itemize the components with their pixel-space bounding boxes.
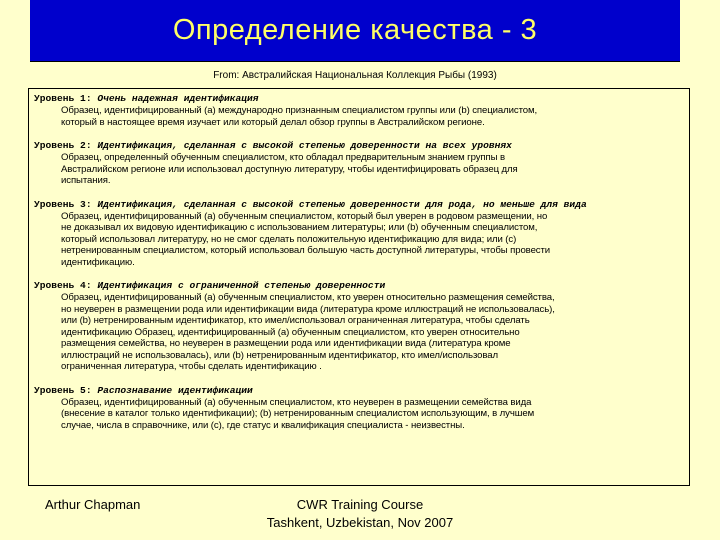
level-heading xyxy=(34,199,683,211)
description-line: ограниченная литература, чтобы сделать идентификацию . xyxy=(61,361,322,372)
level-title: Очень надежная идентификация xyxy=(97,93,259,104)
level-description xyxy=(34,105,683,128)
description-line: (внесение в каталог только идентификации); (b) нетренированным специалистом использующим, в лучшем xyxy=(61,408,535,419)
description-line: случае, числа в справочнике, или (c), где статус и квалификация специалиста - неизвестны. xyxy=(61,419,465,431)
description-line: который в настоящее время изучает или который делал обзор группы в Австралийском регионе. xyxy=(61,116,485,128)
description-line: или (b) нетренированным идентификатор, кто имел/использовал ограниченная литература, чтобы сделать xyxy=(61,315,530,326)
level-5 xyxy=(34,385,683,432)
level-2 xyxy=(34,140,683,187)
description-line: нетренированным специалистом, который использовал большую часть доступной литературы, чтобы провести xyxy=(61,245,551,256)
level-4 xyxy=(34,280,683,373)
level-description xyxy=(34,211,683,269)
description-line: иллюстраций не использовалась), или (b) нетренированным идентификатор, кто имел/использовал xyxy=(61,349,498,361)
description-line: идентификацию Образец, идентифицированный (a) обученным специалистом, кто уверен относительно xyxy=(61,326,520,338)
level-label: Уровень 3: xyxy=(34,198,92,210)
description-line: Австралийском регионе или использовал доступную литературу, чтобы идентифицировать образец для xyxy=(61,163,518,175)
level-description xyxy=(34,292,683,373)
slide-title: Определение качества - 3 xyxy=(172,14,538,46)
level-heading xyxy=(34,385,683,397)
title-bar xyxy=(30,0,680,62)
level-description xyxy=(34,152,683,187)
footer-location: Tashkent, Uzbekistan, Nov 2007 xyxy=(266,515,454,530)
source-citation: From: Австралийская Национальная Коллекция Рыбы (1993) xyxy=(213,70,497,81)
description-line: испытания. xyxy=(61,175,111,186)
level-description xyxy=(34,397,683,432)
description-line: размещения семейства, но неуверен в размещении рода или идентификации вида (литература кроме xyxy=(61,338,511,349)
level-label: Уровень 2: xyxy=(34,140,92,151)
level-heading xyxy=(34,93,683,105)
description-line: который использовал литературу, но не смог сделать положительную идентификацию для вида; или (c) xyxy=(61,233,517,245)
levels-box xyxy=(28,88,690,486)
footer-course-info xyxy=(180,496,540,532)
level-3 xyxy=(34,199,683,269)
level-title: Идентификация с ограниченной степенью доверенности xyxy=(97,280,386,291)
level-label: Уровень 4: xyxy=(34,280,92,291)
level-heading xyxy=(34,140,683,152)
description-line: Образец, определенный обученным специалистом, кто обладал предварительным знанием группы в xyxy=(61,152,505,163)
level-label: Уровень 1: xyxy=(34,93,92,104)
description-line: Образец, идентифицированный (a) обученным специалистом, который был уверен в родовом размещении, но xyxy=(61,210,548,222)
level-title: Идентификация, сделанная с высокой степенью доверенности для рода, но меньше для вида xyxy=(97,198,587,210)
description-line: Образец, идентифицированный (a) обученным специалистом, кто неуверен в размещении семейства вида xyxy=(61,396,532,408)
description-line: Образец, идентифицированный (a) международно признанным специалистом группы или (b) специалистом, xyxy=(61,105,538,116)
footer-course: CWR Training Course xyxy=(296,497,424,512)
level-title: Идентификация, сделанная с высокой степенью доверенности на всех уровнях xyxy=(97,140,512,151)
level-1 xyxy=(34,93,683,128)
footer-author: Arthur Chapman xyxy=(45,497,141,512)
description-line: не доказывал их видовую идентификацию с использованием литературы; или (b) обученным специалистом, xyxy=(61,222,538,233)
description-line: Образец, идентифицированный (a) обученным специалистом, кто уверен относительно размещения семейства, xyxy=(61,292,555,303)
level-heading xyxy=(34,280,683,292)
description-line: идентификацию. xyxy=(61,256,135,268)
description-line: но неуверен в размещении рода или идентификации вида (литература кроме иллюстраций не использовалась), xyxy=(61,303,555,315)
level-title: Распознавание идентификации xyxy=(97,384,253,396)
level-label: Уровень 5: xyxy=(34,384,92,396)
